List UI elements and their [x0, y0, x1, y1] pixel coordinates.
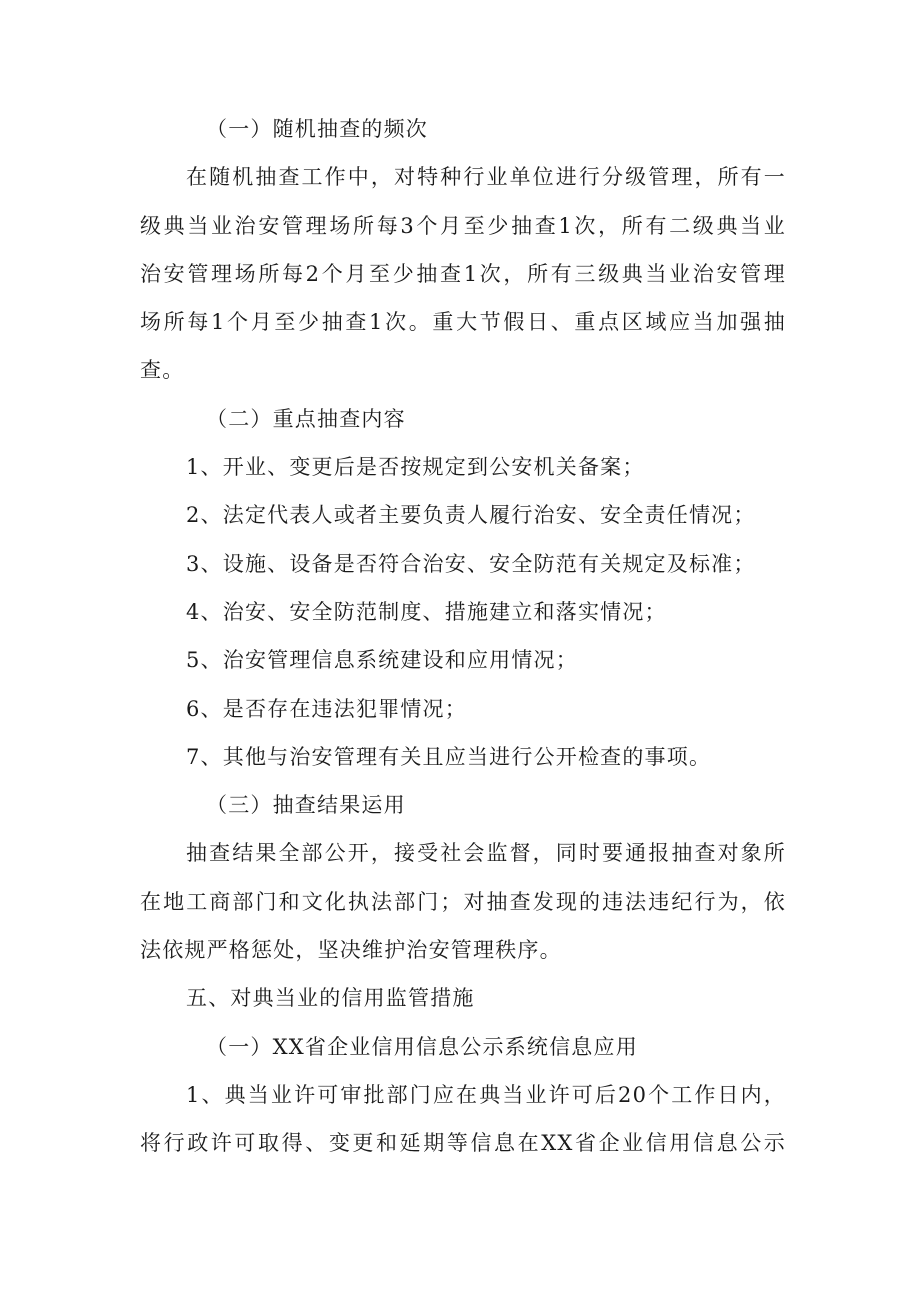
paragraph-line: 治安管理场所每2个月至少抽查1次，所有三级典当业治安管理	[140, 261, 786, 286]
list-item: 3、设施、设备是否符合治安、安全防范有关规定及标准；	[186, 551, 756, 576]
paragraph-line: 级典当业治安管理场所每3个月至少抽查1次，所有二级典当业	[140, 213, 786, 238]
paragraph-line: 抽查结果全部公开，接受社会监督，同时要通报抽查对象所	[186, 841, 786, 866]
heading-key-check-content: （二）重点抽查内容	[206, 406, 406, 431]
paragraph-line: 1、典当业许可审批部门应在典当业许可后20个工作日内，	[186, 1082, 786, 1107]
section-heading-credit-supervision: 五、对典当业的信用监管措施	[186, 986, 475, 1011]
list-item: 6、是否存在违法犯罪情况；	[186, 696, 467, 721]
paragraph-line: 在随机抽查工作中，对特种行业单位进行分级管理，所有一	[186, 165, 786, 190]
paragraph-line: 场所每1个月至少抽查1次。重大节假日、重点区域应当加强抽	[140, 310, 786, 335]
list-item: 1、开业、变更后是否按规定到公安机关备案；	[186, 455, 645, 480]
paragraph-line: 将行政许可取得、变更和延期等信息在XX省企业信用信息公示	[140, 1131, 786, 1156]
list-item: 5、治安管理信息系统建设和应用情况；	[186, 648, 578, 673]
heading-random-check-frequency: （一）随机抽查的频次	[206, 117, 428, 141]
paragraph-line: 查。	[140, 358, 185, 383]
heading-credit-info-system: （一）XX省企业信用信息公示系统信息应用	[206, 1034, 638, 1059]
list-item: 2、法定代表人或者主要负责人履行治安、安全责任情况；	[186, 503, 756, 528]
paragraph-line: 在地工商部门和文化执法部门；对抽查发现的违法违纪行为，依	[140, 889, 786, 914]
list-item: 7、其他与治安管理有关且应当进行公开检查的事项。	[186, 744, 712, 769]
document-body	[140, 105, 786, 1168]
paragraph-line: 法依规严格惩处，坚决维护治安管理秩序。	[140, 938, 562, 963]
list-item: 4、治安、安全防范制度、措施建立和落实情况；	[186, 599, 667, 624]
heading-check-result-use: （三）抽查结果运用	[206, 793, 406, 818]
